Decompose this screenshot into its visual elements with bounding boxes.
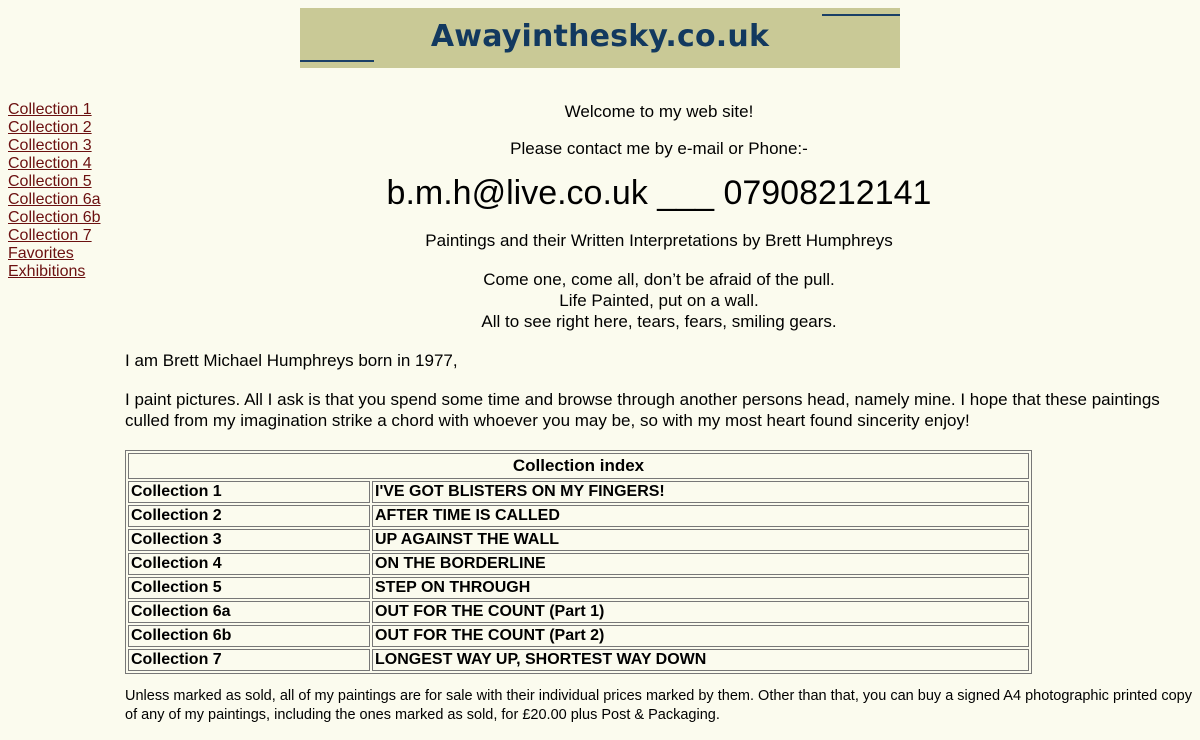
table-row <box>128 553 1029 575</box>
table-row <box>128 601 1029 623</box>
sidebar-link-exhibitions[interactable]: Exhibitions <box>8 263 86 280</box>
collection-name-cell: Collection 7 <box>128 649 370 671</box>
collection-title-cell: ON THE BORDERLINE <box>372 553 1029 575</box>
sidebar-link-collection-3[interactable]: Collection 3 <box>8 137 92 154</box>
sidebar-link-collection-5[interactable]: Collection 5 <box>8 173 92 190</box>
collection-title-cell: UP AGAINST THE WALL <box>372 529 1029 551</box>
collection-name-cell: Collection 4 <box>128 553 370 575</box>
table-row <box>128 481 1029 503</box>
collection-title-cell: I'VE GOT BLISTERS ON MY FINGERS! <box>372 481 1029 503</box>
welcome-heading: Welcome to my web site! <box>564 102 754 121</box>
sidebar-link-collection-4[interactable]: Collection 4 <box>8 155 92 172</box>
collection-title-cell: AFTER TIME IS CALLED <box>372 505 1029 527</box>
sidebar-link-collection-7[interactable]: Collection 7 <box>8 227 92 244</box>
collection-name-cell: Collection 6b <box>128 625 370 647</box>
collection-index-table <box>125 450 1032 674</box>
poem-line: Life Painted, put on a wall. <box>559 291 759 310</box>
sidebar-link-favorites[interactable]: Favorites <box>8 245 74 262</box>
sales-note: Unless marked as sold, all of my paintings are for sale with their individual prices marked by them. Other than that, you can buy a signed A4 photographic printed copy of any of my paintings, including the ones marked as sold, for £20.00 plus Post & Packaging. <box>125 688 1192 723</box>
site-banner <box>300 8 900 68</box>
bio-born: I am Brett Michael Humphreys born in 1977, <box>125 351 458 370</box>
table-row <box>128 649 1029 671</box>
collection-title-cell: OUT FOR THE COUNT (Part 1) <box>372 601 1029 623</box>
collection-title-cell: OUT FOR THE COUNT (Part 2) <box>372 625 1029 647</box>
collection-index-title: Collection index <box>128 453 1029 479</box>
collection-title-cell: STEP ON THROUGH <box>372 577 1029 599</box>
poem-line: Come one, come all, don’t be afraid of the pull. <box>483 270 835 289</box>
bio-paragraph: I paint pictures. All I ask is that you spend some time and browse through another persons head, namely mine. I hope that these paintings culled from my imagination strike a chord with whoever you may be, so with my most heart found sincerity enjoy! <box>125 390 1160 430</box>
collection-name-cell: Collection 5 <box>128 577 370 599</box>
site-subtitle: Paintings and their Written Interpretations by Brett Humphreys <box>425 231 893 250</box>
contact-prompt: Please contact me by e-mail or Phone:- <box>510 139 808 158</box>
sidebar-link-collection-2[interactable]: Collection 2 <box>8 119 92 136</box>
banner-decor-line-left <box>300 60 374 62</box>
collection-title-cell: LONGEST WAY UP, SHORTEST WAY DOWN <box>372 649 1029 671</box>
sidebar-link-collection-1[interactable]: Collection 1 <box>8 101 92 118</box>
collection-name-cell: Collection 1 <box>128 481 370 503</box>
banner-decor-line-right <box>822 14 900 16</box>
contact-details: b.m.h@live.co.uk ___ 07908212141 <box>386 174 932 212</box>
table-row <box>128 577 1029 599</box>
table-row <box>128 529 1029 551</box>
table-row <box>128 625 1029 647</box>
sidebar-nav <box>8 101 118 281</box>
collection-name-cell: Collection 6a <box>128 601 370 623</box>
sidebar-link-collection-6a[interactable]: Collection 6a <box>8 191 101 208</box>
table-row <box>128 505 1029 527</box>
collection-name-cell: Collection 3 <box>128 529 370 551</box>
sidebar-link-collection-6b[interactable]: Collection 6b <box>8 209 101 226</box>
collection-name-cell: Collection 2 <box>128 505 370 527</box>
poem-line: All to see right here, tears, fears, smiling gears. <box>481 312 837 331</box>
site-title: Awayinthesky.co.uk <box>430 19 770 54</box>
intro-poem <box>118 269 1200 332</box>
